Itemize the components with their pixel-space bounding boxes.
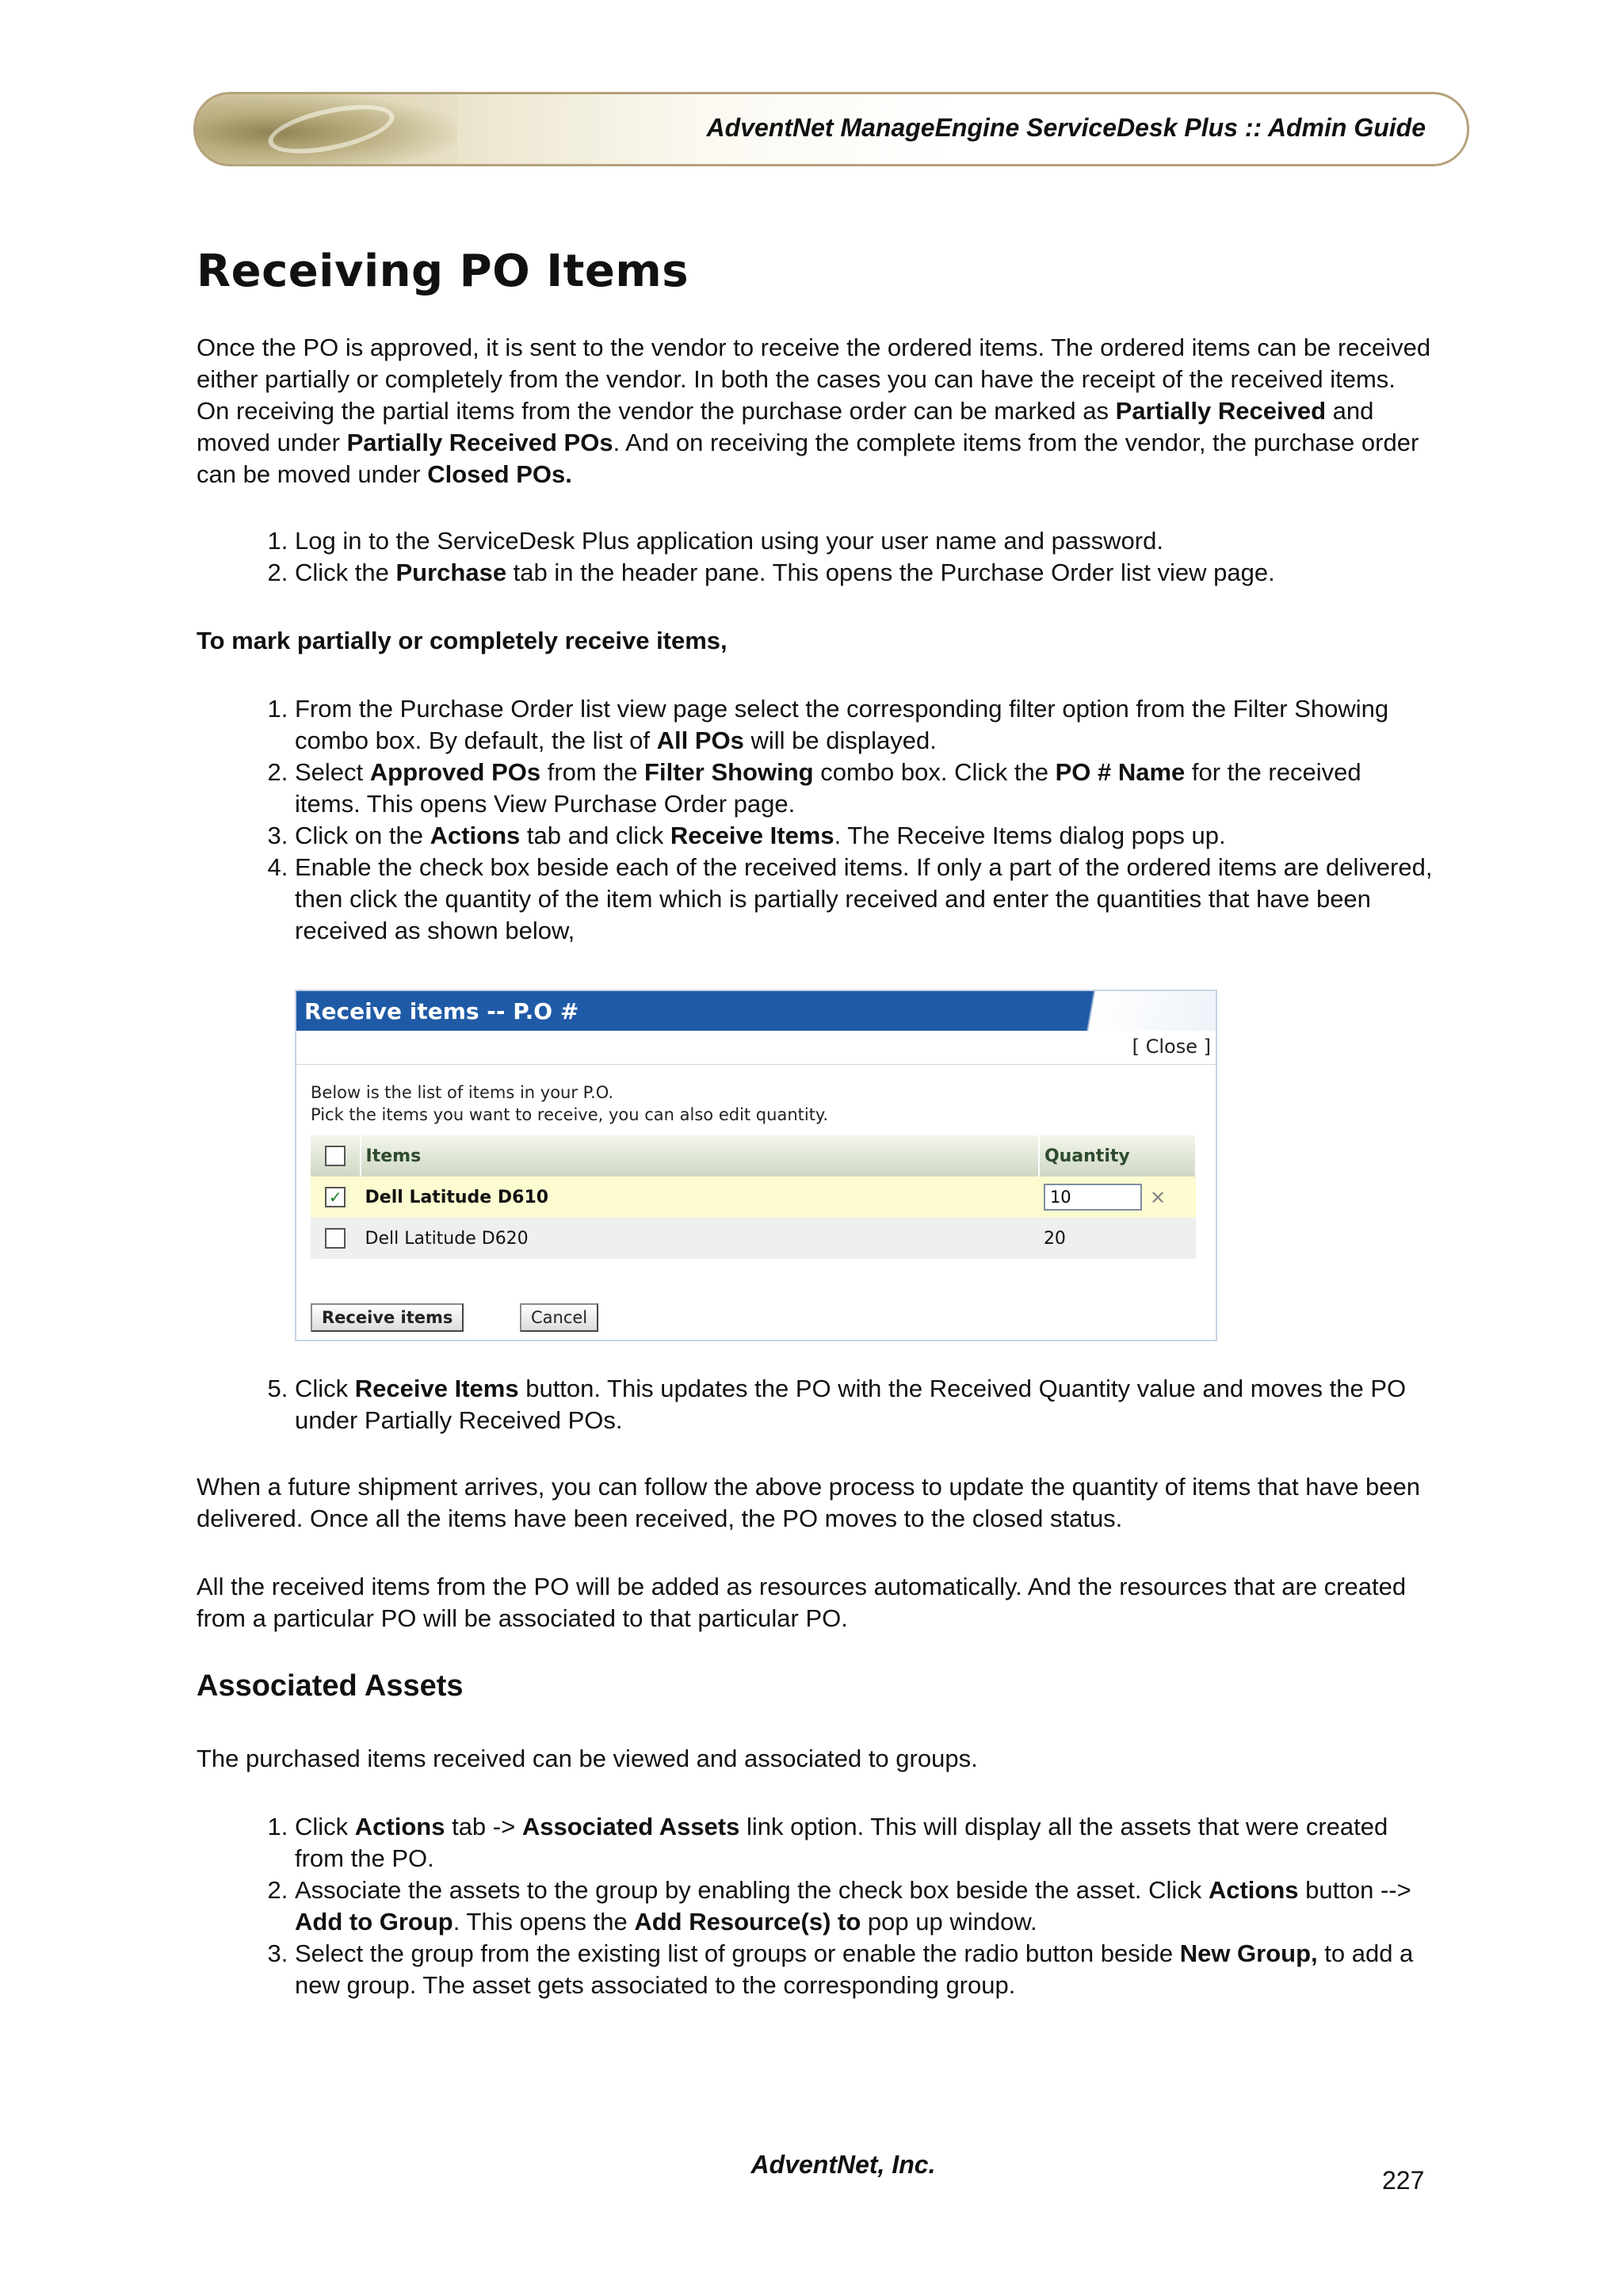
future-shipment-paragraph: When a future shipment arrives, you can follow the above process to update the quantity of items that have been delivered. Once all the items have been received, the PO moves to the closed status.: [197, 1473, 1421, 1532]
page-title: Receiving PO Items: [197, 246, 689, 297]
list-item: 2. Select Approved POs from the Filter Showing combo box. Click the PO # Name for the received items. This opens View Purchase Order page.: [295, 757, 1433, 820]
clear-icon[interactable]: ✕: [1149, 1187, 1167, 1209]
guide-title: AdventNet ManageEngine ServiceDesk Plus :: Admin Guide: [706, 113, 1426, 142]
intro-paragraph: Once the PO is approved, it is sent to the vendor to receive the ordered items. The ordered items can be received either partially or completely from the vendor. In both the cases you can have the receipt of the received items. On receiving the partial items from the vendor the purchase order can be marked as Partially Received and moved under Partially Received POs. And on receiving the complete items from the vendor, the purchase order can be moved under Closed POs.: [197, 334, 1431, 488]
login-steps: [197, 525, 1433, 589]
dialog-title-bar: [296, 991, 1216, 1031]
close-link[interactable]: [ Close ]: [1132, 1035, 1211, 1058]
page-content: [197, 246, 1433, 2001]
message-line-1: Below is the list of items in your P.O.: [311, 1083, 614, 1102]
receive-items-screenshot: [295, 990, 1433, 1341]
dialog-title: Receive items -- P.O #: [304, 998, 579, 1024]
list-item: 1. From the Purchase Order list view page select the corresponding filter option from the Filter Showing combo box. By default, the list of All POs will be displayed.: [295, 693, 1433, 757]
quantity-input[interactable]: [1044, 1184, 1142, 1211]
list-item: 2. Associate the assets to the group by enabling the check box beside the asset. Click Actions button --> Add to Group. This opens the Add Resource(s) to pop up window.: [295, 1875, 1433, 1938]
receive-steps: [197, 693, 1433, 947]
item-name: Dell Latitude D610: [361, 1177, 1039, 1218]
message-line-2: Pick the items you want to receive, you can also edit quantity.: [311, 1105, 829, 1124]
items-column-header: Items: [361, 1135, 1039, 1177]
cancel-button[interactable]: Cancel: [520, 1303, 598, 1332]
list-item: 1. Click Actions tab -> Associated Assets link option. This will display all the assets that were created from the PO.: [295, 1811, 1433, 1875]
resources-paragraph: All the received items from the PO will be added as resources automatically. And the resources that are created from a particular PO will be associated to that particular PO.: [197, 1573, 1407, 1632]
quantity-column-header: Quantity: [1039, 1135, 1196, 1177]
item-name: Dell Latitude D620: [361, 1218, 1039, 1259]
list-item: 1. Log in to the ServiceDesk Plus application using your user name and password.: [295, 525, 1433, 557]
row-checkbox[interactable]: [325, 1228, 346, 1249]
select-all-checkbox[interactable]: [325, 1146, 346, 1166]
list-item: 2. Click the Purchase tab in the header pane. This opens the Purchase Order list view page.: [295, 557, 1433, 589]
procedure-subheading: To mark partially or completely receive items,: [197, 627, 727, 654]
receive-items-button[interactable]: Receive items: [311, 1303, 464, 1332]
list-item: 4. Enable the check box beside each of the received items. If only a part of the ordered items are delivered, then click the quantity of the item which is partially received and enter the quantities that have been received as shown below,: [295, 852, 1433, 947]
row-checkbox-checked[interactable]: ✓: [325, 1187, 346, 1207]
header-banner: [193, 92, 1469, 166]
section-intro: The purchased items received can be viewed and associated to groups.: [197, 1745, 978, 1772]
list-item: 5. Click Receive Items button. This updates the PO with the Received Quantity value and moves the PO under Partially Received POs.: [295, 1373, 1433, 1436]
receive-steps-continued: [197, 1373, 1433, 1436]
items-table: [311, 1135, 1197, 1259]
receive-items-dialog: [295, 990, 1217, 1341]
footer-company: AdventNet, Inc.: [750, 2150, 936, 2179]
list-item: 3. Click on the Actions tab and click Receive Items. The Receive Items dialog pops up.: [295, 820, 1433, 852]
table-header-row: [311, 1135, 1196, 1177]
associate-steps: [197, 1811, 1433, 2001]
table-row: [311, 1218, 1196, 1259]
divider: [296, 1064, 1216, 1065]
list-item: 3. Select the group from the existing list of groups or enable the radio button beside New Group, to add a new group. The asset gets associated to the corresponding group.: [295, 1938, 1433, 2001]
page-number: 227: [1382, 2166, 1425, 2195]
dialog-message: [311, 1081, 828, 1126]
section-heading: Associated Assets: [197, 1669, 464, 1703]
table-row: [311, 1177, 1196, 1218]
item-quantity[interactable]: 20: [1039, 1218, 1196, 1259]
